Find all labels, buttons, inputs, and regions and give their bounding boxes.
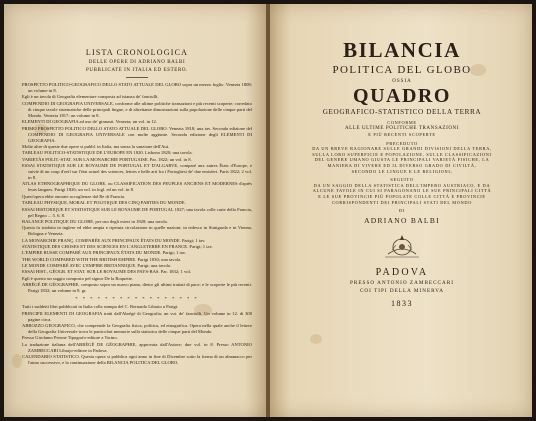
list-entry: ABBOZZO GEOGRAFICO, che comprende la Geografia fisica, politica, ed etnografica. Opera nella quale anche il lettore della Geografia Universale trova le particolari memorie sulla statistica delle cinque parti del Mondo. xyxy=(22,322,252,334)
list-entry: PRIMO PROSPETTO POLITICO DELLO STATO ATTUALE DEL GLOBO. Venezia 1818; una tav. Seconda edizione del COMPENDIO DI GEOGRAFIA UNIVERSALE con molte aggiunte. Seconda edizione degli ELEMENTI DI GEOGRAFIA. xyxy=(22,125,252,143)
list-title: LISTA CRONOLOGICA xyxy=(85,48,189,57)
desc-line-7: ALCUNE TAVOLE IN CUI SI PARAGONANO LE SUE PRINCIPALI CITTÀ xyxy=(312,188,492,194)
list-entry: ESSAI STATISTIQUE SUR LE ROYAUME DE PORTUGAL ET D'ALGARVE, comparé aux autres États d'Europe, e suivie di un coup d'oeil sur l'état actuel des sciences, lettres e belle arti fra i Portoghesi de' due emisferi. Paris 1822; 2 vol. in 8. xyxy=(22,162,252,181)
list-entry: THE WORLD COMPARED WITH THE BRITISH EMPIRE. Parigi 1830; una tavola. xyxy=(22,256,182,262)
title-rule xyxy=(126,77,148,78)
imprint-city: PADOVA xyxy=(375,266,429,278)
di-label: DI xyxy=(399,208,405,214)
list-entry: CALENDARIO STATISTICO. Questa opera si pubblica ogni anno in fine di Dicembre sotto la forma di un almanacco per l'anno successivo, e la continuazione della BILANCIA POLITICA DEL GLOBO. xyxy=(22,354,252,366)
title-line-2: POLITICA DEL GLOBO xyxy=(332,64,472,76)
list-entry: Presso Girolamo Perone Tipografo-editore a Torino. xyxy=(22,335,118,341)
list-entry: Quest'opera ebbe onorate accoglienze dal Re di Francia. xyxy=(22,193,126,199)
desc-line-9: CORRISPONDENTI DEI PRINCIPALI STATI DEL MONDO xyxy=(331,199,473,205)
list-entry: La traduzione italiana dell'ABRÉGÉ DE GÉOGRAPHIE, approvata dall'Autore; due vol. in 8. Presso ANTONIO ZAMBECCARI Librajo-editore in Padova. xyxy=(22,341,252,353)
list-entry: ABRÉGÉ DE GÉOGRAPHIE, composto sopra un nuovo piano, dietro gli ultimi trattati di pace; e le scoperte le più recenti. Parigi 1832; un volume in 8. gr. xyxy=(22,282,252,294)
list-entry: LA MONARCHIE FRANÇ. COMPARÉE AUX PRINCIPAUX ÉTATS DU MONDE. Parigi; 1 tav. xyxy=(22,237,206,243)
title-page xyxy=(280,38,524,309)
imprint-year: 1833 xyxy=(391,298,413,308)
ossia-label: OSSIA xyxy=(392,79,412,84)
printer-vignette-icon xyxy=(382,232,422,260)
desc-line-4: MANIERA DI VIVERE ED IL DIVERSO GRADO DI CIVILTÀ, xyxy=(327,163,477,169)
desc-line-2: SULLA LORO SUPERFICIE E POPOLAZIONE, SULLE CLASSIFICAZIONI xyxy=(312,151,492,157)
list-entry: PRINCIPII ELEMENTI DI GEOGRAFIA tratti dall'Abrégé di Geografia; un voi. de' fanciulli. Un volume in 12. di 300 pagine circa. xyxy=(22,310,252,322)
list-entry: ELEMENTI DI GEOGRAFIA ad uso de' ginnasii. Venezia; un vol. in 12. xyxy=(22,119,157,125)
list-subtitle: DELLE OPERE DI ADRIANO BALBI xyxy=(88,60,186,65)
list-entry: Egli è questo un saggio composto pel signor De la Roquette. xyxy=(22,275,134,281)
conforme-line-3: E PIÙ RECENTI SCOPERTE xyxy=(368,132,436,138)
title-line-4: GEOGRAFICO-STATISTICO DELLA TERRA xyxy=(322,108,482,116)
desc-line-8: E LE SUE PROVINCIE PIÙ POPOLATE COLLE CITTÀ E PROVINCIE xyxy=(318,194,486,200)
list-entry: Tutti i suddetti libri pubblicati in Italia colla stampa del C. Bernardo Libraio a Parigi. xyxy=(22,304,179,310)
entries-list xyxy=(22,82,252,366)
imprint-printer: COI TIPI DELLA MINERVA xyxy=(359,287,445,294)
desc-line-5: SECONDO LE LINGUE E LE RELIGIONI; xyxy=(351,168,453,174)
desc-line-6: DA UN SAGGIO DELLA STATISTICA DELL'IMPERO AUSTRIACO, E DA xyxy=(313,182,491,188)
list-entry: TABLEAU PHYSIQUE, MORAL ET POLITIQUE DES CINQ PARTIES DU MONDE. xyxy=(22,200,186,206)
desc-line-3: DEL GENERE UMANO GIUSTA LE PRINCIPALI VARIETÀ FISICHE, LA xyxy=(314,157,490,163)
list-entry: ATLAS ETHNOGRAPHIQUE DU GLOBE, ou CLASSIFICATION DES PEUPLES ANCIENS ET MODERNES d'après leurs langues. Parigi 1826; un vol. in fogl. ed un vol. in 8. xyxy=(22,181,252,193)
list-entry: BALANCE POLITIQUE DU GLOBE, per uso degli esteri in 1828; una tavola. xyxy=(22,218,168,224)
list-entry: PROSPETTO POLITICO-GEOGRAFICO DELLO STATO ATTUALE DEL GLOBO sopra un mezzo foglio. Venezia 1808; un volume in 8. xyxy=(22,82,252,94)
list-entry: TABLEAU POLITICO-STATISTIQUE DE L'EUROPE EN 1820. Lisbona 1820; una tavola. xyxy=(22,150,193,156)
conforme-line-2: ALLE ULTIME POLITICHE TRANSAZIONI xyxy=(344,125,460,131)
list-entry: Molte altre di queste due opere si pubbl. in Italia, ma senza la sanzione dell'Aut. xyxy=(22,143,170,149)
list-entry: STATISTIQUE DES CHOSES ET DES SCIENCES EN L'ANGLETERRE EN FRANCE. Parigi; 1 tav. xyxy=(22,243,213,249)
seguito-label: SEGUITO xyxy=(390,177,414,183)
preceduto-label: PRECEDUTO xyxy=(386,140,418,146)
list-entry: Questa fu tradotta in inglese ed ebbe ampia e ripetuta circolazione in quelle nazioni; in tedesco in Stuttgarda e in Vienna, Bologna e Venezia. xyxy=(22,225,252,237)
list-entry: * * * * * * * * * * * * * * * * * xyxy=(75,296,199,302)
list-entry: LE MONDE COMPARÉ AVEC L'EMPIRE BRITANNIQUE. Parigi; una tavola. xyxy=(22,263,171,268)
list-entry: ESSAI HISTORIQUE ET STATISTIQUE SUR LE ROYAUME DE PORTUGAL 1827; una tavola colle carte della Francia, pel Regno ... 5. 6. 8. xyxy=(22,206,252,218)
imprint-publisher: PRESSO ANTONIO ZAMBECCARI xyxy=(350,279,454,286)
list-entry: ESSAI HIST., GÉOGR. ET STAT. SUR LE ROYAUME DES PAYS-BAS. Par. 1832; 1 vol. xyxy=(22,269,192,275)
list-entry: Egli è un tavola di Geografia elementare composta ad istanza de' fanciulli. xyxy=(22,94,159,100)
list-entry: VARIETÀS POLIT.-STAT. SUR LA MONARCHIE PORTUGAISE. Par. 1822; un vol. in 8. xyxy=(22,156,192,162)
left-page xyxy=(4,4,266,417)
conforme-label: CONFORME xyxy=(387,120,417,125)
book-spread xyxy=(4,4,532,419)
title-line-3: QUADRO xyxy=(353,85,451,107)
title-line-1: BILANCIA xyxy=(343,38,461,62)
desc-line-1: DA UN BREVE RAGIONARE SULLE GRANDI DIVISIONI DELLA TERRA, xyxy=(312,146,492,152)
list-entry: COMPENDIO DI GEOGRAFIA UNIVERSALE, conforme alle ultime politiche transazioni e più recenti scoperte; corredato di cinque tavole sistematiche delle principali lingue, e di altrettante dimostrazioni sulla popolazione delle cinque parti del Mondo. Venezia 1817; un volume in 8. xyxy=(22,100,252,118)
author-name: ADRIANO BALBI xyxy=(364,215,440,225)
list-subtitle-2: PUBBLICATE IN ITALIA ED ESTERO. xyxy=(86,68,188,73)
list-entry: L'EMPIRE RUSSE COMPARÉ AUX PRINCIPAUX ÉTATS DU MONDE. Parigi; 1 tav. xyxy=(22,250,186,256)
right-page xyxy=(270,4,532,417)
